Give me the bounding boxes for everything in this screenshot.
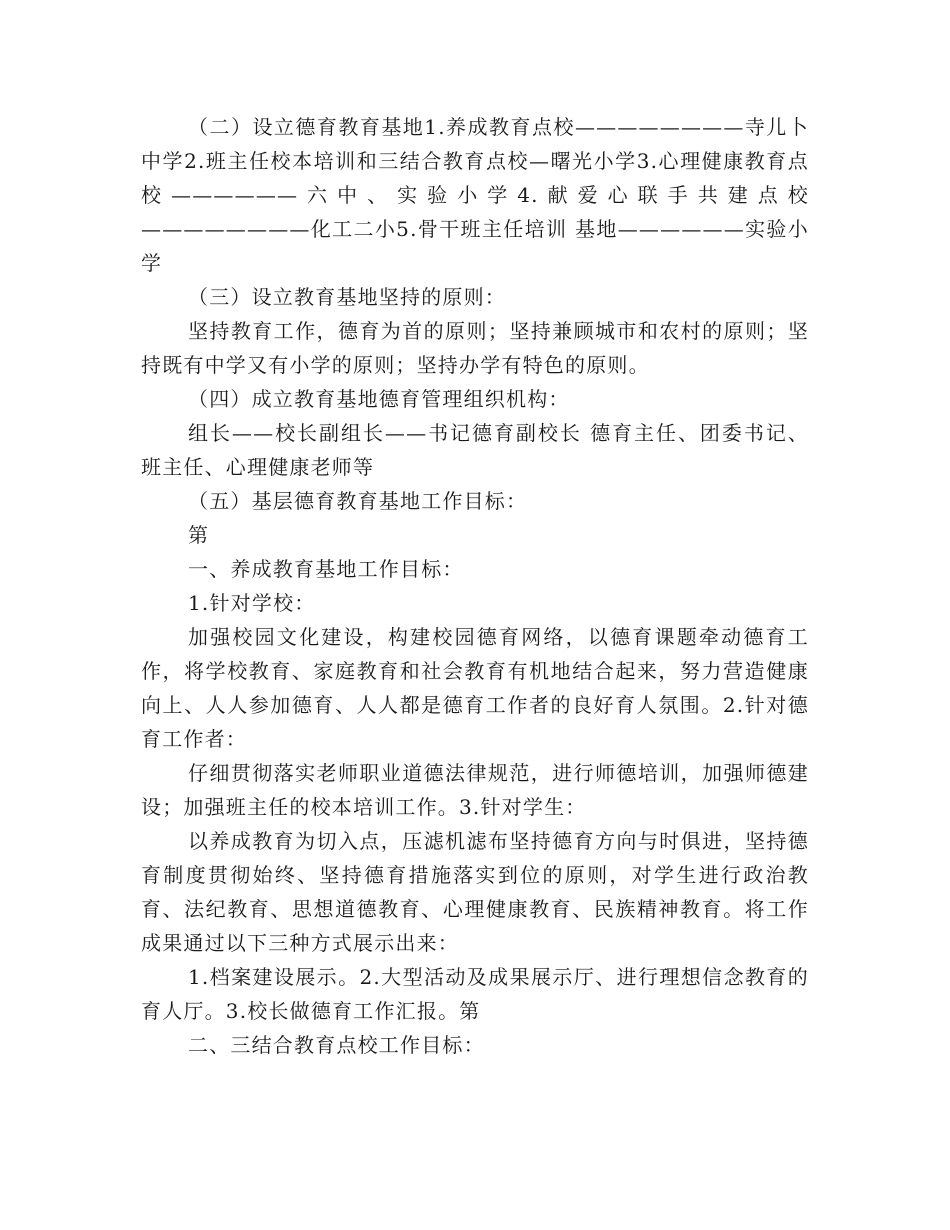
heading-three-combination-goals: 二、三结合教育点校工作目标：	[188, 1033, 485, 1057]
heading-for-school: 1.针对学校：	[188, 591, 316, 615]
paragraph-principles: 坚持教育工作，德育为首的原则；坚持兼顾城市和农村的原则；坚持既有中学又有小学的原则；坚持办学有特色的原则。	[141, 319, 809, 377]
paragraph-fragment-di: 第	[188, 523, 210, 547]
paragraph-campus-culture: 加强校园文化建设，构建校园德育网络，以德育课题牵动德育工作，将学校教育、家庭教育和社会教育有机地结合起来，努力营造健康向上、人人参加德育、人人都是德育工作者的良好育人氛围。2.针对德育工作者：	[141, 625, 809, 751]
paragraph-base-setup: （二）设立德育教育基地1.养成教育点校————————寺儿卜中学2.班主任校本培训和三结合教育点校—曙光小学3.心理健康教育点校——————六中、实验小学4.献爱心联手共建点校————————化工二小5.骨干班主任培训 基地——————实验小学	[141, 115, 809, 275]
heading-organization: （四）成立教育基地德育管理组织机构：	[188, 387, 570, 411]
paragraph-student-education: 以养成教育为切入点，压滤机滤布坚持德育方向与时俱进，坚持德育制度贯彻始终、坚持德育措施落实到位的原则，对学生进行政治教育、法纪教育、思想道德教育、心理健康教育、民族精神教育。将工作成果通过以下三种方式展示出来：	[141, 829, 809, 955]
paragraph-teacher-ethics: 仔细贯彻落实老师职业道德法律规范，进行师德培训，加强师德建设；加强班主任的校本培训工作。3.针对学生：	[141, 761, 809, 819]
paragraph-display-methods: 1.档案建设展示。2.大型活动及成果展示厅、进行理想信念教育的育人厅。3.校长做德育工作汇报。第	[141, 965, 809, 1023]
document-body	[141, 110, 809, 1062]
heading-principles: （三）设立教育基地坚持的原则：	[188, 285, 506, 309]
heading-habit-education-goals: 一、养成教育基地工作目标：	[188, 557, 464, 581]
paragraph-organization: 组长——校长副组长——书记德育副校长 德育主任、团委书记、班主任、心理健康老师等	[141, 421, 809, 479]
heading-work-goals: （五）基层德育教育基地工作目标：	[188, 489, 528, 513]
